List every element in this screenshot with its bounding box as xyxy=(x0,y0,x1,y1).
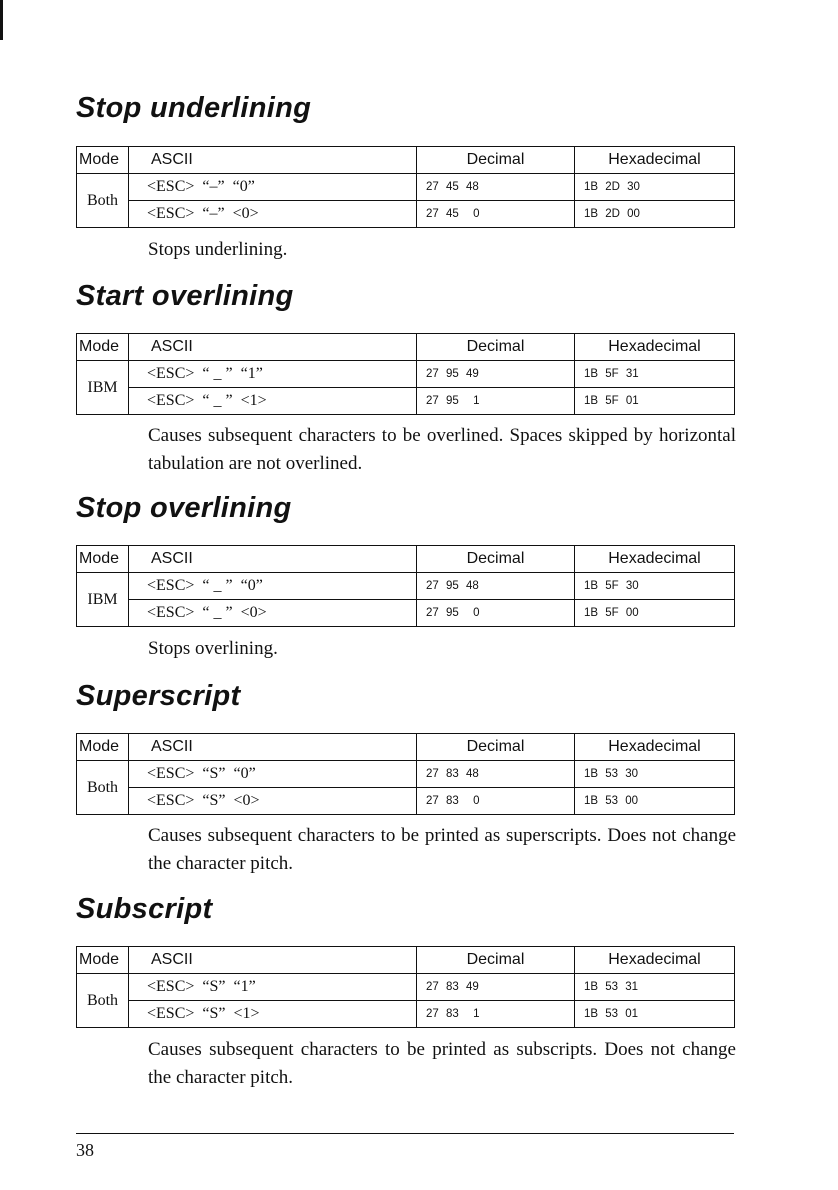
table-row xyxy=(77,361,735,388)
header-decimal: Decimal xyxy=(417,147,575,174)
mode-cell: Both xyxy=(77,761,129,815)
ascii-cell: <ESC> “S” “0” xyxy=(129,761,417,788)
command-table xyxy=(76,946,735,1028)
hex-cell: 1B 53 00 xyxy=(575,788,735,815)
hex-cell: 1B 5F 31 xyxy=(575,361,735,388)
header-mode: Mode xyxy=(77,947,129,974)
header-mode: Mode xyxy=(77,334,129,361)
table-row xyxy=(77,788,735,815)
command-table xyxy=(76,146,735,228)
decimal-cell: 27 83 48 xyxy=(417,761,575,788)
section-title: Subscript xyxy=(76,893,213,925)
header-ascii: ASCII xyxy=(129,947,417,974)
hex-cell: 1B 2D 30 xyxy=(575,174,735,201)
ascii-cell: <ESC> “–” “0” xyxy=(129,174,417,201)
header-mode: Mode xyxy=(77,147,129,174)
header-decimal: Decimal xyxy=(417,734,575,761)
table-row xyxy=(77,388,735,415)
mode-cell: Both xyxy=(77,174,129,228)
hex-cell: 1B 53 30 xyxy=(575,761,735,788)
ascii-cell: <ESC> “ _ ” “0” xyxy=(129,573,417,600)
command-table xyxy=(76,545,735,627)
mode-cell: Both xyxy=(77,974,129,1028)
table-header-row xyxy=(77,147,735,174)
ascii-cell: <ESC> “–” <0> xyxy=(129,201,417,228)
hex-cell: 1B 53 01 xyxy=(575,1001,735,1028)
header-decimal: Decimal xyxy=(417,334,575,361)
section-title: Stop overlining xyxy=(76,492,292,524)
table-header-row xyxy=(77,334,735,361)
page-number: 38 xyxy=(76,1140,94,1160)
hex-cell: 1B 53 31 xyxy=(575,974,735,1001)
section-description: Stops overlining. xyxy=(148,638,278,659)
hex-cell: 1B 2D 00 xyxy=(575,201,735,228)
command-table xyxy=(76,333,735,415)
header-ascii: ASCII xyxy=(129,546,417,573)
header-decimal: Decimal xyxy=(417,546,575,573)
header-hexadecimal: Hexadecimal xyxy=(575,734,735,761)
hex-cell: 1B 5F 30 xyxy=(575,573,735,600)
ascii-cell: <ESC> “ _ ” “1” xyxy=(129,361,417,388)
table-row xyxy=(77,174,735,201)
table-header-row xyxy=(77,947,735,974)
hex-cell: 1B 5F 00 xyxy=(575,600,735,627)
page-edge-mark xyxy=(0,0,3,40)
section-description: Causes subsequent characters to be printed as subscripts. Does not change the character pitch. xyxy=(148,1039,736,1088)
header-hexadecimal: Hexadecimal xyxy=(575,546,735,573)
decimal-cell: 27 83 49 xyxy=(417,974,575,1001)
header-ascii: ASCII xyxy=(129,734,417,761)
decimal-cell: 27 95 49 xyxy=(417,361,575,388)
section-description: Stops underlining. xyxy=(148,239,288,260)
header-hexadecimal: Hexadecimal xyxy=(575,147,735,174)
header-hexadecimal: Hexadecimal xyxy=(575,334,735,361)
hex-cell: 1B 5F 01 xyxy=(575,388,735,415)
section-description: Causes subsequent characters to be overlined. Spaces skipped by horizontal tabulation are not overlined. xyxy=(148,425,736,474)
section-title: Stop underlining xyxy=(76,92,312,124)
table-header-row xyxy=(77,734,735,761)
table-row xyxy=(77,761,735,788)
ascii-cell: <ESC> “S” <1> xyxy=(129,1001,417,1028)
section-description: Causes subsequent characters to be printed as superscripts. Does not change the character pitch. xyxy=(148,825,736,874)
table-row xyxy=(77,974,735,1001)
footer-divider xyxy=(76,1133,734,1134)
command-table xyxy=(76,733,735,815)
mode-cell: IBM xyxy=(77,361,129,415)
table-header-row xyxy=(77,546,735,573)
ascii-cell: <ESC> “ _ ” <1> xyxy=(129,388,417,415)
header-hexadecimal: Hexadecimal xyxy=(575,947,735,974)
decimal-cell: 27 83 0 xyxy=(417,788,575,815)
ascii-cell: <ESC> “S” <0> xyxy=(129,788,417,815)
decimal-cell: 27 95 48 xyxy=(417,573,575,600)
decimal-cell: 27 95 0 xyxy=(417,600,575,627)
section-title: Start overlining xyxy=(76,280,294,312)
header-mode: Mode xyxy=(77,734,129,761)
header-mode: Mode xyxy=(77,546,129,573)
decimal-cell: 27 45 0 xyxy=(417,201,575,228)
decimal-cell: 27 95 1 xyxy=(417,388,575,415)
decimal-cell: 27 83 1 xyxy=(417,1001,575,1028)
table-row xyxy=(77,201,735,228)
decimal-cell: 27 45 48 xyxy=(417,174,575,201)
header-ascii: ASCII xyxy=(129,147,417,174)
header-decimal: Decimal xyxy=(417,947,575,974)
table-row xyxy=(77,600,735,627)
table-row xyxy=(77,1001,735,1028)
ascii-cell: <ESC> “ _ ” <0> xyxy=(129,600,417,627)
ascii-cell: <ESC> “S” “1” xyxy=(129,974,417,1001)
table-row xyxy=(77,573,735,600)
header-ascii: ASCII xyxy=(129,334,417,361)
section-title: Superscript xyxy=(76,680,241,712)
mode-cell: IBM xyxy=(77,573,129,627)
